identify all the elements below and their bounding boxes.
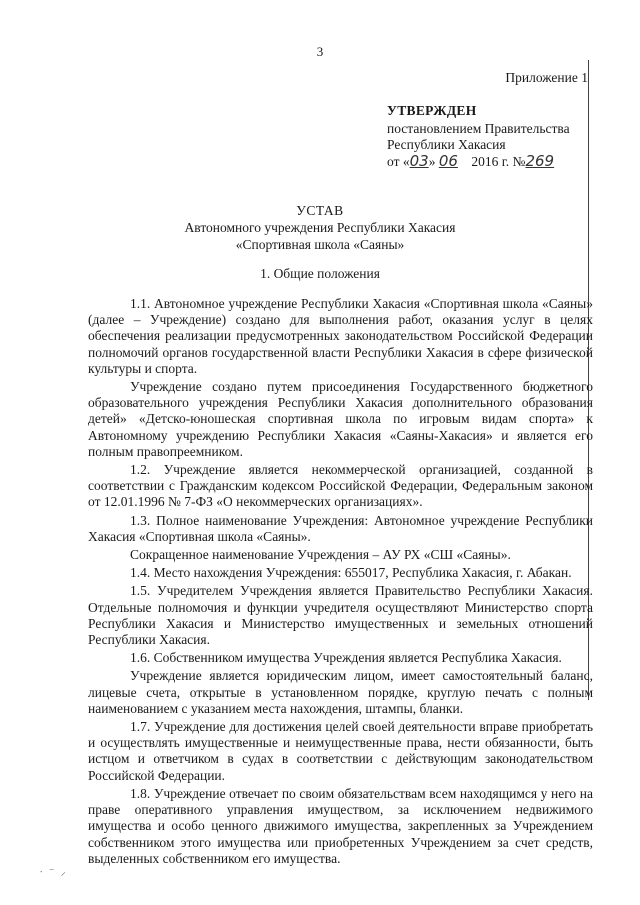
page-number: 3 <box>316 44 324 59</box>
handwritten-number: 269 <box>525 152 555 170</box>
paragraph: 1.2. Учреждение является некоммерческой организацией, созданной в соответствии с Гражданским кодексом Российской Федерации, Федеральным законом от 12.01.1996 № 7-ФЗ «О некоммерческих организациях». <box>88 462 593 510</box>
approval-block <box>387 103 570 170</box>
paragraph: 1.4. Место нахождения Учреждения: 655017, Республика Хакасия, г. Абакан. <box>130 565 572 581</box>
paragraph: 1.5. Учредителем Учреждения является Правительство Республики Хакасия. Отдельные полномочия и функции учредителя осуществляют Министерство спорта Республики Хакасия и Министерство имущественных и земельных отношений Республики Хакасия. <box>88 583 593 648</box>
approval-line-2: Республики Хакасия <box>387 137 506 152</box>
document-subtitle-1: Автономного учреждения Республики Хакасия <box>184 220 456 235</box>
paragraph: 1.8. Учреждение отвечает по своим обязательствам всем находящимся у него на праве оперативного управления имуществом, за исключением недвижимого имущества и особо ценного движимого имущества, закрепленных за Учреждением собственником этого имущества или приобретенных Учреждением за счет средств, выделенных собственником его имущества. <box>88 785 593 866</box>
document-body <box>88 296 593 867</box>
appendix-label: Приложение 1 <box>505 70 588 85</box>
handwritten-month: 06 <box>438 152 458 170</box>
handwritten-day: 03 <box>409 152 429 170</box>
date-mid: » <box>428 154 436 169</box>
approval-date-line <box>387 153 570 170</box>
date-prefix: от « <box>387 154 410 169</box>
paragraph: Учреждение создано путем присоединения Государственного бюджетного образовательного учреждения Республики Хакасия дополнительного образования детей» «Детско-юношеская спортивная школа по игровым видам спорта» к Автономному учреждению Республики Хакасия «Саяны-Хакасия» и является его полным правопреемником. <box>88 379 593 459</box>
paragraph: Сокращенное наименование Учреждения – АУ РХ «СШ «Саяны». <box>130 547 511 563</box>
paragraph: 1.6. Собственником имущества Учреждения является Республика Хакасия. <box>130 650 562 666</box>
paragraph: Учреждение является юридическим лицом, имеет самостоятельный баланс, лицевые счета, открытые в установленном порядке, круглую печать с полным наименованием с указанием места нахождения, штампы, бланки. <box>88 668 593 716</box>
paragraph: 1.1. Автономное учреждение Республики Хакасия «Спортивная школа «Саяны» (далее – Учреждение) создано для выполнения работ, оказания услуг в целях обеспечения реализации предусмотренных законодательством Российской Федерации полномочий органов государственной власти Республики Хакасия в сфере физической культуры и спорта. <box>88 296 593 376</box>
section-title: 1. Общие положения <box>260 266 380 281</box>
document-title: УСТАВ <box>296 203 344 218</box>
approval-heading: УТВЕРЖДЕН <box>387 103 477 118</box>
date-year: 2016 г. № <box>471 154 526 169</box>
approval-line-1: постановлением Правительства <box>387 121 570 136</box>
document-subtitle-2: «Спортивная школа «Саяны» <box>235 237 405 252</box>
paragraph: 1.7. Учреждение для достижения целей своей деятельности вправе приобретать и осуществлять имущественные и неимущественные права, нести обязанности, быть истцом и ответчиком в судах в соответствии с действующим законодательством Российской Федерации. <box>88 719 593 783</box>
paragraph: 1.3. Полное наименование Учреждения: Автономное учреждение Республики Хакасия «Спортивная школа «Саяны». <box>88 512 593 544</box>
scan-mark: ∙ ⁻ ⸝ <box>40 867 68 878</box>
